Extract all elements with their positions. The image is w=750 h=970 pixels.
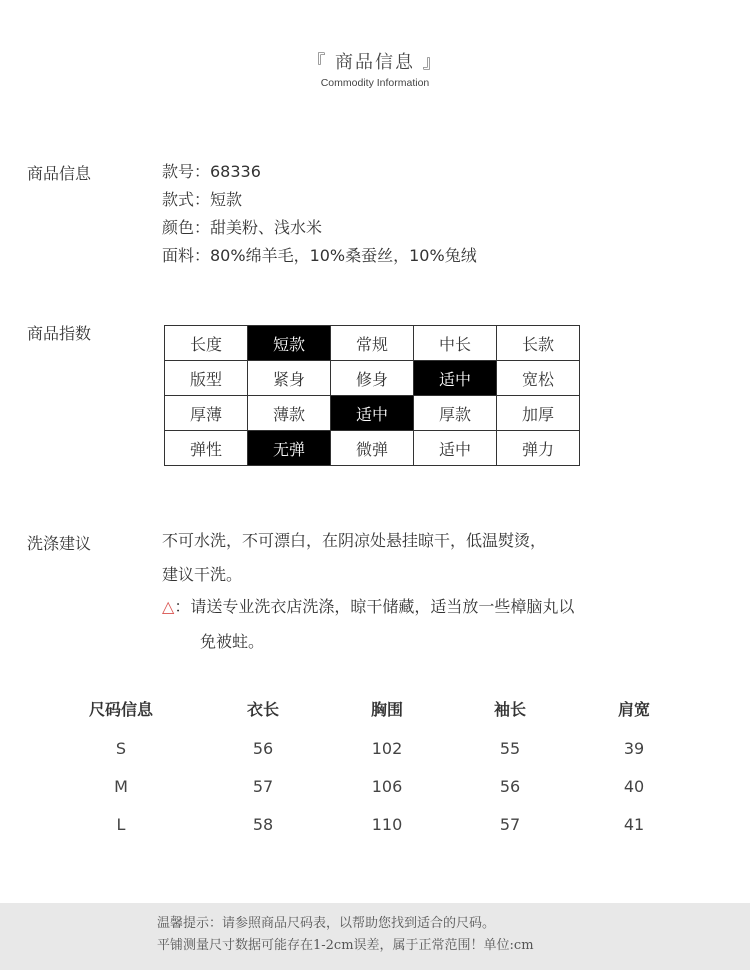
info-style: 款式：短款 — [162, 190, 243, 209]
size-value: 56 — [252, 739, 274, 758]
size-header: 胸围 — [370, 700, 403, 719]
size-value: 106 — [371, 777, 403, 796]
index-row-label: 弹性 — [165, 431, 248, 466]
index-cell-selected: 短款 — [248, 326, 331, 361]
size-value: 55 — [499, 739, 521, 758]
size-value: 57 — [252, 777, 274, 796]
size-value: 41 — [623, 815, 645, 834]
section-subtitle: Commodity Information — [320, 77, 430, 89]
size-header: 尺码信息 — [88, 700, 153, 719]
warning-prefix: ： — [174, 597, 191, 616]
size-value: 40 — [623, 777, 645, 796]
index-row — [165, 396, 580, 431]
index-cell: 加厚 — [497, 396, 580, 431]
notice-bar — [0, 903, 750, 970]
size-label: M — [114, 777, 128, 796]
index-cell: 中长 — [414, 326, 497, 361]
info-color: 颜色：甜美粉、浅水米 — [162, 218, 323, 237]
index-cell-selected: 适中 — [331, 396, 414, 431]
size-label: S — [115, 739, 127, 758]
size-value: 39 — [623, 739, 645, 758]
index-cell: 厚款 — [414, 396, 497, 431]
size-header: 袖长 — [493, 700, 526, 719]
index-cell: 微弹 — [331, 431, 414, 466]
notice-line-2: 平铺测量尺寸数据可能存在1-2cm误差，属于正常范围！单位:cm — [157, 938, 534, 953]
size-value: 58 — [252, 815, 274, 834]
index-row-label: 版型 — [165, 361, 248, 396]
washing-warning-line-2: 免被蛀。 — [200, 632, 265, 651]
size-value: 110 — [371, 815, 403, 834]
index-cell: 常规 — [331, 326, 414, 361]
index-cell-selected: 无弹 — [248, 431, 331, 466]
size-value: 56 — [499, 777, 521, 796]
section-title: 『 商品信息 』 — [307, 52, 443, 73]
washing-line-2: 建议干洗。 — [162, 565, 243, 584]
index-row — [165, 361, 580, 396]
size-header: 衣长 — [246, 700, 279, 719]
index-row — [165, 326, 580, 361]
washing-warning — [162, 597, 574, 617]
product-index-table — [164, 325, 580, 466]
size-label: L — [116, 815, 126, 834]
index-row-label: 长度 — [165, 326, 248, 361]
index-row-label: 厚薄 — [165, 396, 248, 431]
washing-label: 洗涤建议 — [27, 534, 92, 553]
warning-icon: △ — [162, 597, 175, 616]
size-value: 57 — [499, 815, 521, 834]
index-row — [165, 431, 580, 466]
warning-text-1: 请送专业洗衣店洗涤，晾干储藏，适当放一些樟脑丸以 — [190, 597, 575, 616]
index-cell: 适中 — [414, 431, 497, 466]
notice-line-1: 温馨提示：请参照商品尺码表，以帮助您找到适合的尺码。 — [157, 916, 496, 931]
index-cell: 宽松 — [497, 361, 580, 396]
index-cell: 弹力 — [497, 431, 580, 466]
washing-line-1: 不可水洗，不可漂白，在阴凉处悬挂晾干，低温熨烫， — [162, 531, 547, 550]
product-index-label: 商品指数 — [27, 324, 92, 343]
index-cell: 修身 — [331, 361, 414, 396]
info-fabric: 面料：80%绵羊毛，10%桑蚕丝，10%兔绒 — [162, 246, 477, 265]
info-style-number: 款号：68336 — [162, 162, 261, 181]
index-cell: 薄款 — [248, 396, 331, 431]
index-cell: 长款 — [497, 326, 580, 361]
index-cell: 紧身 — [248, 361, 331, 396]
index-cell-selected: 适中 — [414, 361, 497, 396]
size-header: 肩宽 — [617, 700, 650, 719]
product-info-label: 商品信息 — [27, 164, 92, 183]
size-value: 102 — [371, 739, 403, 758]
